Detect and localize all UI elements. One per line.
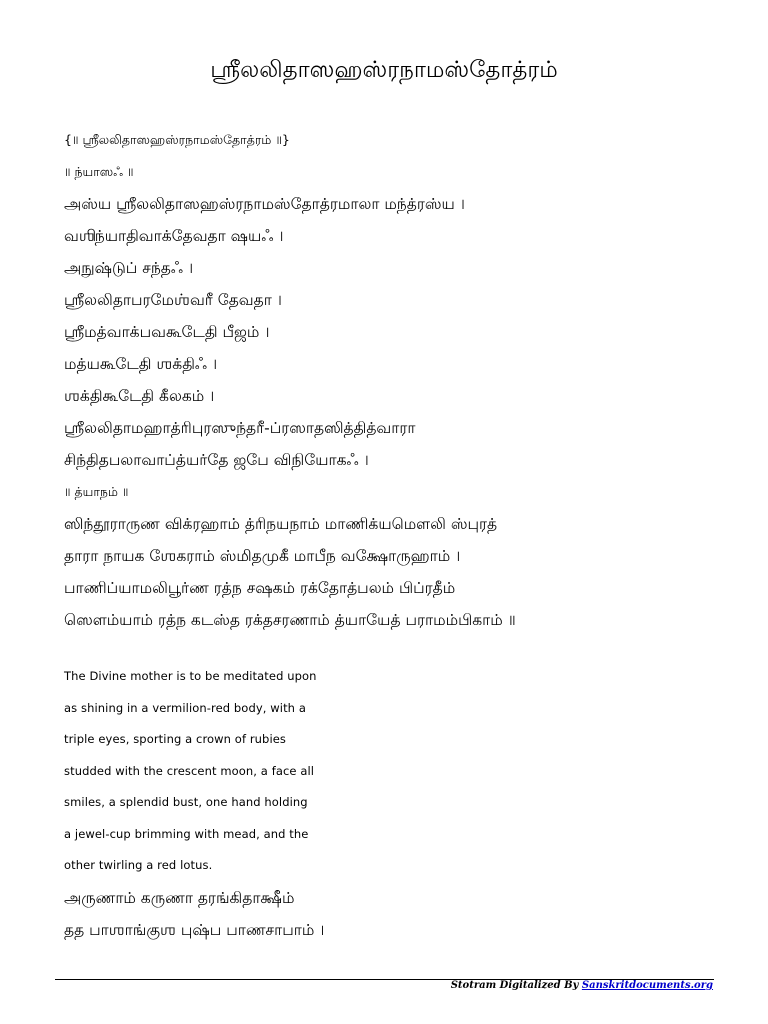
verse-line: ஸௌம்யாம் ரத்ந கடஸ்த ரக்தசரணாம் த்யாயேத் பராமம்பிகாம் ॥: [64, 611, 516, 629]
sanskritdocuments-link[interactable]: Sanskritdocuments.org: [581, 980, 713, 991]
verse-block-continued: [64, 882, 744, 946]
translation-line: smiles, a splendid bust, one hand holding: [64, 795, 308, 809]
verse-line: ஶ்ரீமத்வாக்பவகூடேதி பீஜம் ।: [64, 323, 270, 341]
verse-line: ஶ்ரீலலிதாமஹாத்ரிபுரஸுந்தரீ-ப்ரஸாதஸித்தித்வாரா: [64, 419, 416, 437]
verse-line: {॥ ஶ்ரீலலிதாஸஹஸ்ரநாமஸ்தோத்ரம் ॥}: [64, 132, 290, 147]
translation-line: as shining in a vermilion-red body, with a: [64, 700, 306, 715]
translation-line: studded with the crescent moon, a face all: [64, 763, 315, 778]
verse-line: ॥ த்யாநம் ॥: [64, 484, 129, 499]
verse-line: ஸிந்தூராருண விக்ரஹாம் த்ரிநயநாம் மாணிக்யமௌலி ஸ்புரத்: [64, 515, 498, 533]
verse-line: ஶக்திகூடேதி கீலகம் ।: [64, 387, 215, 405]
verse-line: ॥ ந்யாஸஃ ॥: [64, 164, 134, 179]
translation-line: other twirling a red lotus.: [64, 858, 213, 872]
verse-line: அஸ்ய ஶ்ரீலலிதாஸஹஸ்ரநாமஸ்தோத்ரமாலா மந்த்ரஸ்ய ।: [64, 195, 465, 213]
verse-line: தாரா நாயக ஶேகராம் ஸ்மிதமுகீ மாபீந வக்ஷோருஹாம் ।: [64, 547, 461, 565]
verse-line: அருணாம் கருணா தரங்கிதாக்ஷீம்: [64, 889, 295, 907]
translation-line: a jewel-cup brimming with mead, and the: [64, 826, 309, 841]
verse-line: தத பாஶாங்குஶ புஷ்ப பாணசாபாம் ।: [64, 921, 325, 939]
english-translation: [64, 664, 464, 885]
page-title: ஶ்ரீலலிதாஸஹஸ்ரநாமஸ்தோத்ரம்: [210, 57, 558, 83]
footer-credit: [451, 979, 713, 993]
verse-line: அநுஷ்டுப் சந்தஃ ।: [64, 259, 194, 277]
verse-line: சிந்திதபலாவாப்த்யர்தே ஜபே விநியோகஃ ।: [64, 451, 369, 469]
verse-line: பாணிப்யாமலிபூர்ண ரத்ந சஷகம் ரக்தோத்பலம் பிப்ரதீம்: [64, 579, 456, 597]
verse-line: மத்யகூடேதி ஶக்திஃ ।: [64, 355, 218, 373]
verse-line: வஶிந்யாதிவாக்தேவதா ஷயஃ ।: [64, 227, 284, 245]
verse-block: [64, 124, 744, 636]
verse-line: ஶ்ரீலலிதாபரமேஶ்வரீ தேவதா ।: [64, 291, 282, 309]
translation-line: triple eyes, sporting a crown of rubies: [64, 732, 287, 746]
translation-line: The Divine mother is to be meditated upon: [64, 669, 317, 683]
footer-credit-text: Stotram Digitalized By: [450, 980, 582, 991]
